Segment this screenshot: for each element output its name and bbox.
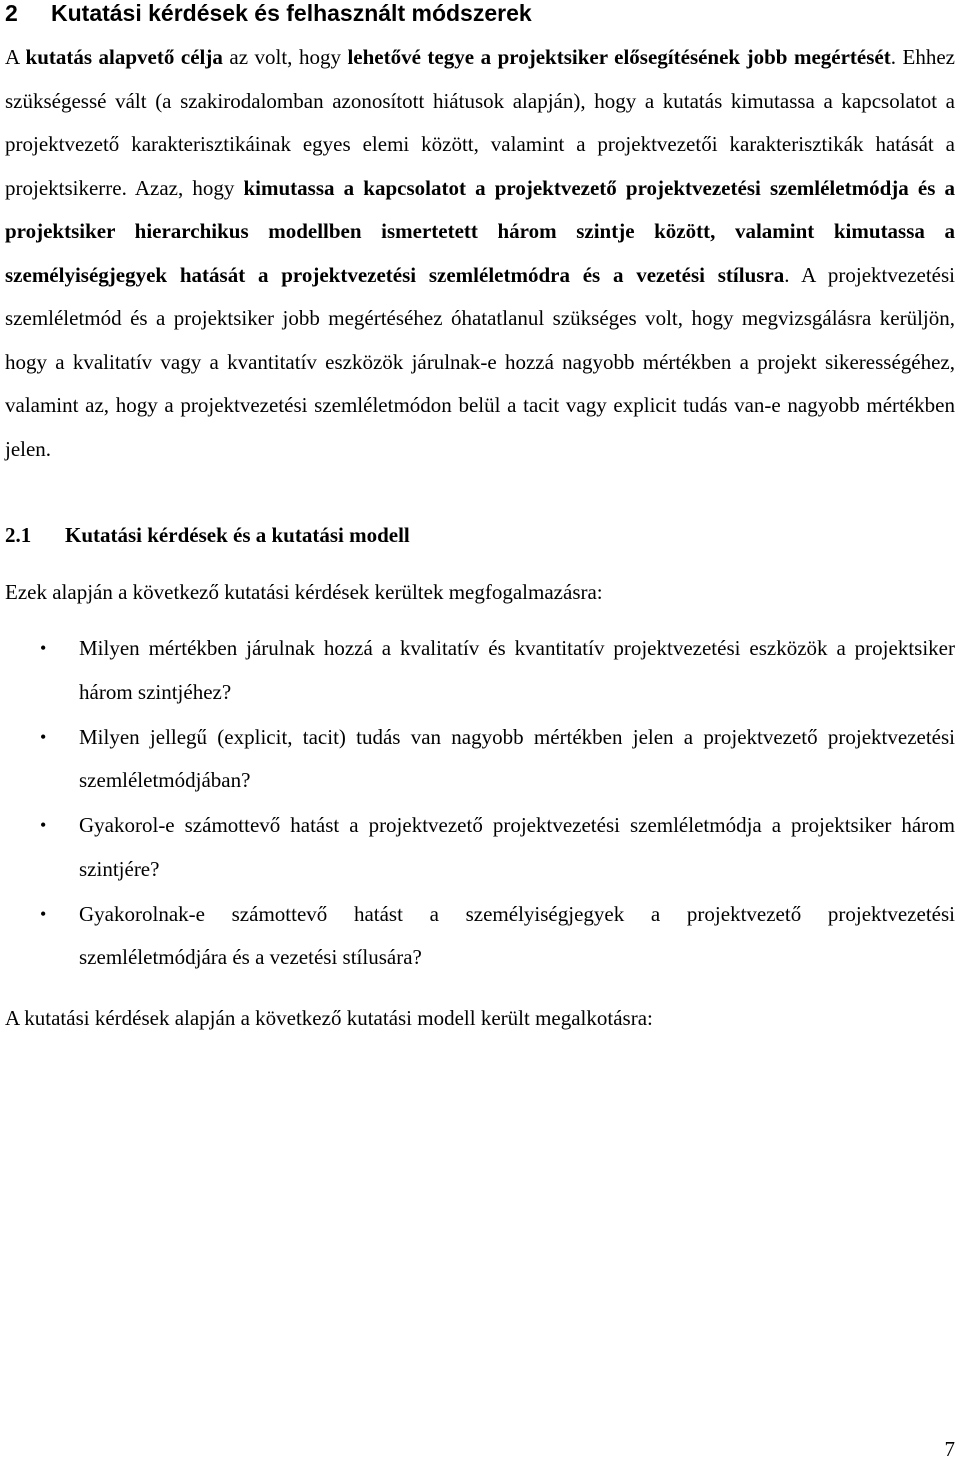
section-title: Kutatási kérdések és felhasznált módszerek [51,0,532,26]
bullet-icon: • [40,638,47,658]
bullet-icon: • [40,903,47,924]
question-text: Gyakorolnak-e számottevő hatást a személyiségjegyek a projektvezető projektvezetési szemléletmódjára és a vezetési stílusára? [79,901,955,969]
bold-run: kimutassa a kapcsolatot a projektvezető projektvezetési szemléletmódja és a projektsiker hierarchikus modellben ismertetett három szintje között, valamint kimutassa a személyiségjegyek hatását a projektvezetési szemléletmódra és a vezetési stílusra [5,175,955,287]
bold-run: kutatás alapvető célja [25,45,223,69]
research-questions-list [0,627,960,981]
body-paragraph [5,36,955,471]
intro-sentence: Ezek alapján a következő kutatási kérdések kerültek megfogalmazásra: [5,580,603,604]
question-text: Milyen mértékben járulnak hozzá a kvalitatív és kvantitatív projektvezetési eszközök a projektsiker három szintjéhez? [79,636,955,704]
text-run: A [5,45,26,69]
bullet-icon: • [40,726,47,747]
bold-run: lehetővé tegye a projektsiker elősegítésének jobb megértését [347,45,891,69]
list-item [0,627,955,714]
closing-sentence: A kutatási kérdések alapján a következő kutatási modell került megalkotásra: [5,1006,653,1030]
page-number: 7 [944,1437,955,1461]
question-text: Gyakorol-e számottevő hatást a projektvezető projektvezetési szemléletmódja a projektsiker három szintjére? [79,813,955,881]
list-item [0,716,955,803]
list-item [0,804,955,891]
text-run: . A projektvezetési szemléletmód és a projektsiker jobb megértéséhez óhatatlanul szükséges volt, hogy megvizsgálásra kerüljön, hogy a kvalitatív vagy a kvantitatív eszközök járulnak-e hozzá nagyobb mértékben a projekt sikerességéhez, valamint az, hogy a projektvezetési szemléletmódon belül a tacit vagy explicit tudás van-e nagyobb mértékben jelen. [5,262,955,461]
subsection-title: Kutatási kérdések és a kutatási modell [65,523,410,547]
list-item [0,893,955,980]
section-heading [5,0,532,26]
bullet-icon: • [40,815,47,835]
question-text: Milyen jellegű (explicit, tacit) tudás van nagyobb mértékben jelen a projektvezető projektvezetési szemléletmódjában? [79,724,955,792]
text-run: az volt, hogy [222,45,348,69]
text-run: . Ehhez szükségessé vált (a szakirodalomban azonosított hiátusok alapján), hogy a kutatás kimutassa a kapcsolatot a projektvezető karakterisztikáinak egyes elemi között, valamint a projektvezetői karakterisztikák hatását a projektsikerre. Azaz, hogy [5,45,955,200]
subsection-heading [5,520,410,550]
subsection-number: 2.1 [5,523,32,547]
section-number: 2 [5,0,18,26]
